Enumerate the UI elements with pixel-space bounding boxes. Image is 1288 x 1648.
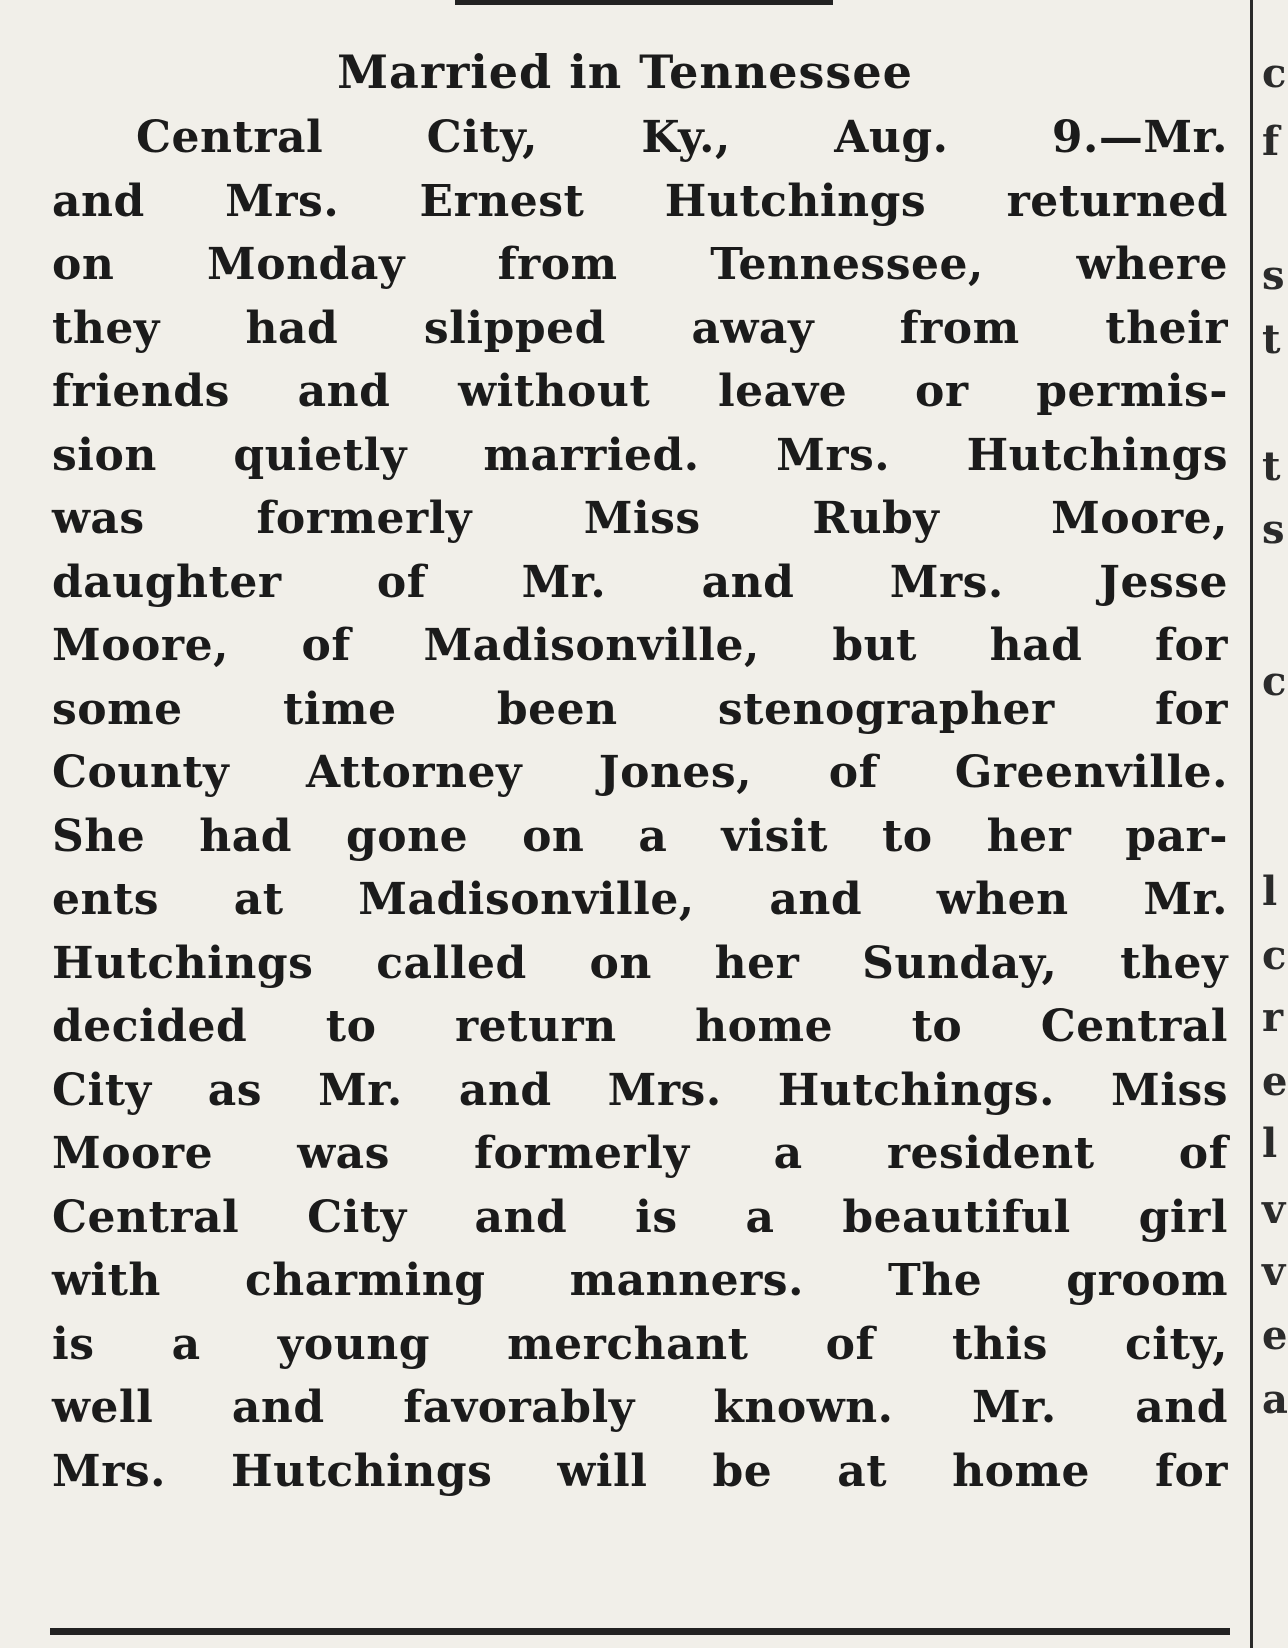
column-rule <box>1250 0 1253 1648</box>
adjacent-column-fragment: t <box>1262 316 1281 363</box>
article-line: Central City and is a beautiful girl <box>52 1192 1228 1243</box>
article-line: was formerly Miss Ruby Moore, <box>52 493 1228 544</box>
article-line: Mrs. Hutchings will be at home for <box>52 1446 1228 1497</box>
article-line: on Monday from Tennessee, where <box>52 239 1228 290</box>
article-line: some time been stenographer for <box>52 684 1228 735</box>
article-line: with charming manners. The groom <box>52 1255 1228 1306</box>
article-line: friends and without leave or permis- <box>52 366 1228 417</box>
adjacent-column-fragment: v <box>1262 1186 1286 1233</box>
bottom-rule <box>50 1628 1230 1635</box>
adjacent-column-fragment: l <box>1262 868 1278 915</box>
adjacent-column-fragment: e <box>1262 1058 1288 1105</box>
article-line: well and favorably known. Mr. and <box>52 1382 1228 1433</box>
adjacent-column-fragment: v <box>1262 1248 1286 1295</box>
article-line: ents at Madisonville, and when Mr. <box>52 874 1228 925</box>
adjacent-column-fragment: c <box>1262 50 1287 97</box>
article-line: and Mrs. Ernest Hutchings returned <box>52 176 1228 227</box>
adjacent-column-fragment: a <box>1262 1376 1288 1423</box>
article-line: She had gone on a visit to her par- <box>52 811 1228 862</box>
adjacent-column-fragment: r <box>1262 994 1284 1041</box>
adjacent-column-fragment: e <box>1262 1312 1288 1359</box>
adjacent-column-fragment: l <box>1262 1120 1278 1167</box>
article-line: City as Mr. and Mrs. Hutchings. Miss <box>52 1065 1228 1116</box>
adjacent-column-fragment: s <box>1262 252 1285 299</box>
article-line: Moore was formerly a resident of <box>52 1128 1228 1179</box>
adjacent-column-fragment: c <box>1262 932 1287 979</box>
article-line: they had slipped away from their <box>52 303 1228 354</box>
adjacent-column-fragment: t <box>1262 443 1281 490</box>
article-line: Hutchings called on her Sunday, they <box>52 938 1228 989</box>
top-rule <box>455 0 833 5</box>
adjacent-column-fragment: c <box>1262 658 1287 705</box>
article-line: Central City, Ky., Aug. 9.—Mr. <box>136 112 1228 163</box>
article-line: Moore, of Madisonville, but had for <box>52 620 1228 671</box>
article-headline: Married in Tennessee <box>337 45 913 99</box>
article-line: decided to return home to Central <box>52 1001 1228 1052</box>
article-line: County Attorney Jones, of Greenville. <box>52 747 1228 798</box>
adjacent-column-fragment: f <box>1262 118 1280 165</box>
adjacent-column-fragment: s <box>1262 506 1285 553</box>
article-line: sion quietly married. Mrs. Hutchings <box>52 430 1228 481</box>
article-line: daughter of Mr. and Mrs. Jesse <box>52 557 1228 608</box>
article-line: is a young merchant of this city, <box>52 1319 1228 1370</box>
